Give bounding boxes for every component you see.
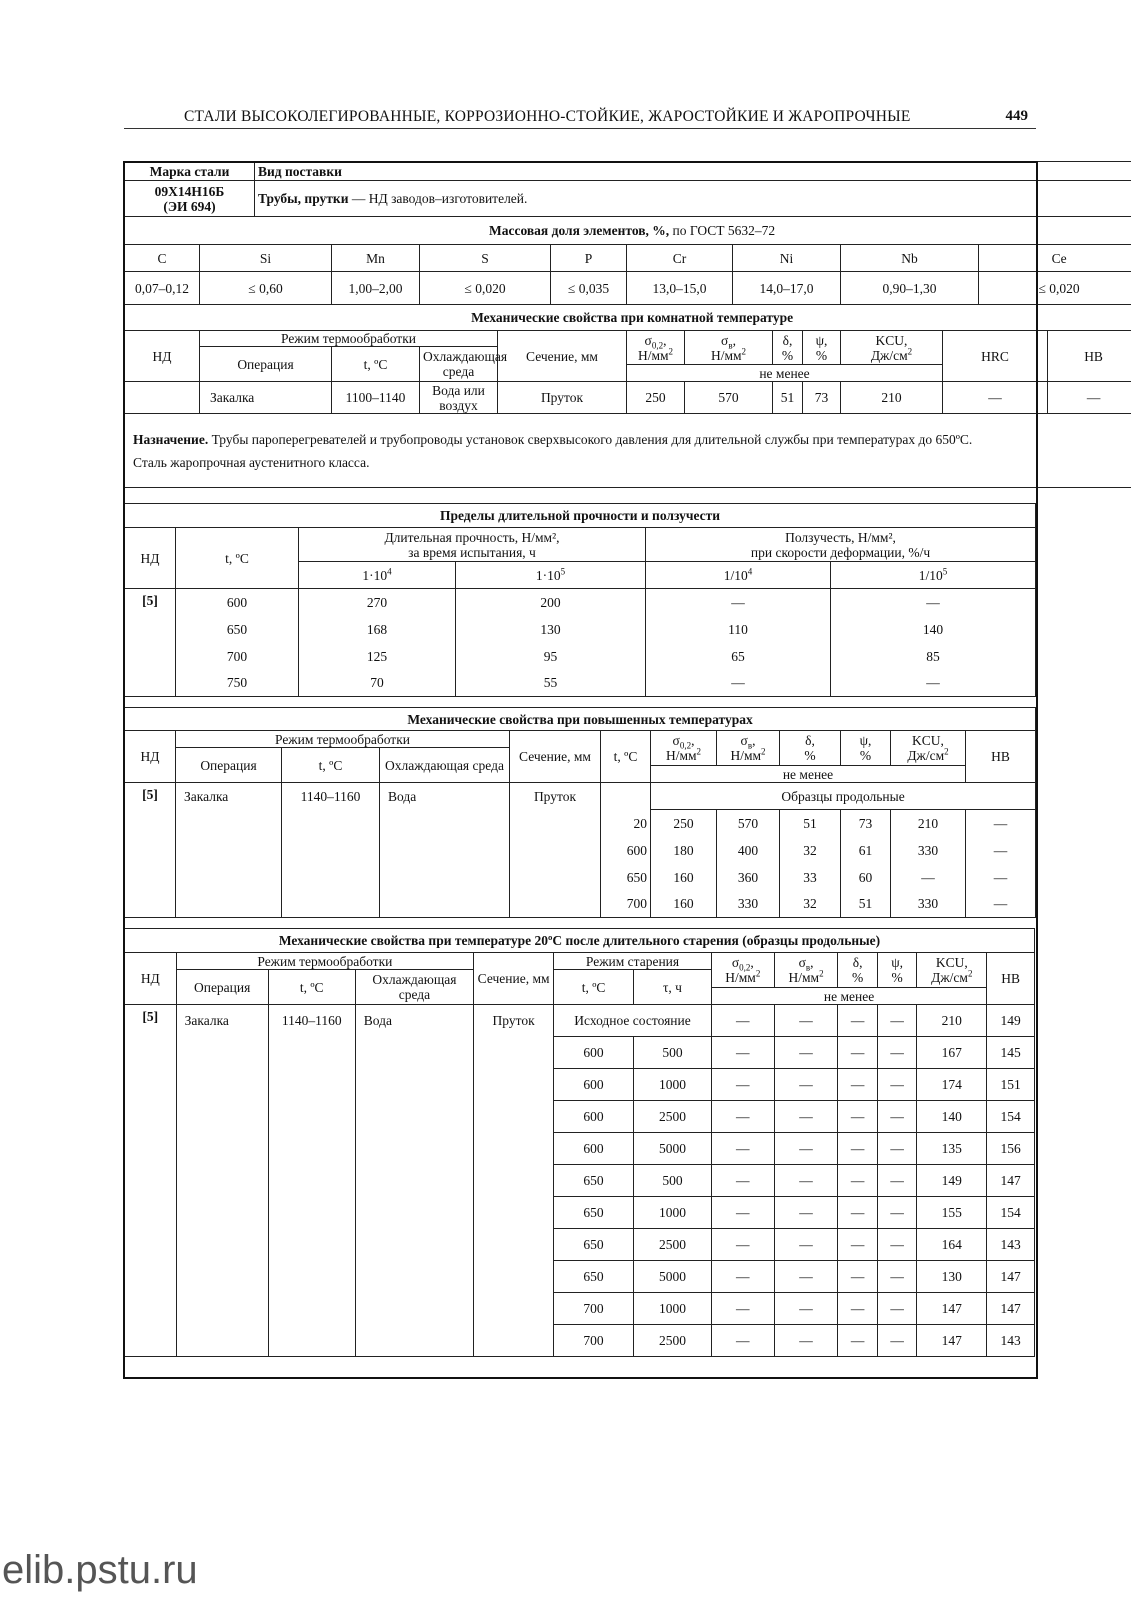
room-kcu: KCU, $Дж/см^2$	[841, 331, 943, 365]
aging-cell: —	[774, 1037, 838, 1069]
aging-cell: 147	[987, 1293, 1035, 1325]
hot-blank	[601, 783, 651, 810]
composition-elements-row	[125, 245, 1131, 272]
aging-cell: —	[838, 1133, 877, 1165]
room-title: Механические свойства при комнатной температуре	[125, 305, 1131, 331]
purpose-class: Сталь жаропрочная аустенитного класса.	[133, 454, 370, 470]
aging-cell: —	[774, 1261, 838, 1293]
aging-cell: —	[838, 1197, 877, 1229]
aging-nd: НД	[125, 953, 177, 1005]
aging-cell: 147	[917, 1293, 987, 1325]
creep-cell: 130	[456, 616, 646, 643]
room-hrc: HRC	[943, 331, 1048, 382]
creep-cell: 200	[456, 589, 646, 616]
creep-title: Пределы длительной прочности и ползучести	[125, 504, 1036, 528]
hot-cell: —	[891, 864, 966, 891]
creep-cell: —	[831, 670, 1036, 697]
aging-cell: 140	[917, 1101, 987, 1133]
aging-nemenee: не менее	[711, 988, 986, 1005]
hot-ref: [5]	[125, 783, 176, 918]
hot-medium: Вода	[380, 783, 510, 918]
hot-t: t, ºС	[282, 748, 380, 783]
hot-cell: 32	[780, 891, 841, 918]
creep-cell: 85	[831, 643, 1036, 670]
hot-cell: 160	[651, 864, 717, 891]
aging-sv: $\sigma_в$, $Н/мм^2$	[774, 953, 838, 988]
aging-cell: —	[711, 1325, 774, 1357]
hot-delta: δ, %	[780, 731, 841, 766]
hot-cell: 330	[891, 837, 966, 864]
aging-cell: —	[774, 1005, 838, 1037]
aging-cell: 145	[987, 1037, 1035, 1069]
room-psi: ψ, %	[803, 331, 841, 365]
aging-t2: t, ºС	[554, 970, 634, 1005]
hot-bar: Пруток	[510, 783, 601, 918]
aging-cell: 2500	[634, 1229, 712, 1261]
creep-cell: 125	[299, 643, 456, 670]
hot-psi: ψ, %	[841, 731, 891, 766]
room-cell: 570	[685, 382, 773, 414]
aging-cell: 1000	[634, 1197, 712, 1229]
aging-ref: [5]	[125, 1005, 177, 1357]
aging-cell: —	[774, 1069, 838, 1101]
hot-title: Механические свойства при повышенных температурах	[125, 708, 1036, 731]
composition-value: 13,0–15,0	[627, 272, 733, 305]
element: C	[125, 245, 200, 272]
aging-cell: 700	[554, 1325, 634, 1357]
room-cell	[125, 382, 200, 414]
room-nemenee: не менее	[627, 365, 943, 382]
room-operation: Операция	[200, 347, 332, 382]
aging-regime: Режим термообработки	[176, 953, 474, 970]
aging-cell: —	[838, 1261, 877, 1293]
aging-cell: —	[838, 1005, 877, 1037]
room-section: Сечение, мм	[498, 331, 627, 382]
room-cell: Закалка	[200, 382, 332, 414]
aging-cell: 151	[987, 1069, 1035, 1101]
hot-nemenee: не менее	[651, 766, 966, 783]
aging-cell: —	[711, 1133, 774, 1165]
grade-label: Марка стали	[125, 162, 255, 181]
aging-cell: —	[774, 1229, 838, 1261]
aging-cell: 650	[554, 1165, 634, 1197]
hot-cell: —	[966, 837, 1036, 864]
aging-cell: 149	[917, 1165, 987, 1197]
running-header-title: СТАЛИ ВЫСОКОЛЕГИРОВАННЫЕ, КОРРОЗИОННО-СТОЙКИЕ, ЖАРОСТОЙКИЕ И ЖАРОПРОЧНЫЕ	[184, 108, 911, 125]
aging-cell: —	[774, 1325, 838, 1357]
aging-cell: —	[877, 1325, 916, 1357]
aging-cell: 156	[987, 1133, 1035, 1165]
room-s02: $\sigma_{0,2}$, $Н/мм^2$	[627, 331, 685, 365]
aging-delta: δ, %	[838, 953, 877, 988]
aging-cell: —	[838, 1325, 877, 1357]
element: Ce	[979, 245, 1131, 272]
creep-cell: 55	[456, 670, 646, 697]
hot-cell: 32	[780, 837, 841, 864]
hot-sv: $\sigma_в$, $Н/мм^2$	[717, 731, 780, 766]
aging-aging-regime: Режим старения	[554, 953, 712, 970]
hot-s02: $\sigma_{0,2}$, $Н/мм^2$	[651, 731, 717, 766]
aging-cell: —	[711, 1261, 774, 1293]
aging-cell: —	[877, 1101, 916, 1133]
aging-cell: —	[711, 1005, 774, 1037]
aging-cell: 600	[554, 1133, 634, 1165]
element: S	[420, 245, 551, 272]
hot-cell: 250	[651, 810, 717, 837]
hot-cell: 330	[717, 891, 780, 918]
aging-cell: 500	[634, 1037, 712, 1069]
hot-cell: —	[966, 810, 1036, 837]
composition-value: ≤ 0,60	[200, 272, 332, 305]
composition-value: 0,90–1,30	[841, 272, 979, 305]
hot-table	[124, 707, 1036, 918]
aging-cell: 2500	[634, 1325, 712, 1357]
aging-cell: —	[774, 1133, 838, 1165]
aging-cell: 154	[987, 1197, 1035, 1229]
aging-cell: 147	[987, 1261, 1035, 1293]
hot-cell: 20	[601, 810, 651, 837]
hot-cell: 51	[841, 891, 891, 918]
aging-cell: 167	[917, 1037, 987, 1069]
aging-cell: 500	[634, 1165, 712, 1197]
element: Cr	[627, 245, 733, 272]
running-header	[124, 106, 1036, 129]
element: P	[551, 245, 627, 272]
hot-cell: 400	[717, 837, 780, 864]
aging-cell: —	[877, 1261, 916, 1293]
aging-cell: —	[877, 1133, 916, 1165]
aging-cell: 147	[987, 1165, 1035, 1197]
aging-s02: $\sigma_{0,2}$, $Н/мм^2$	[711, 953, 774, 988]
creep-cell: 168	[299, 616, 456, 643]
aging-cell: 143	[987, 1325, 1035, 1357]
aging-kcu: KCU, $Дж/см^2$	[917, 953, 987, 988]
aging-cell: —	[711, 1069, 774, 1101]
aging-cell: —	[711, 1197, 774, 1229]
aging-cell: —	[711, 1293, 774, 1325]
creep-cell: —	[831, 589, 1036, 616]
element: Si	[200, 245, 332, 272]
element: Nb	[841, 245, 979, 272]
room-cell: 1100–1140	[332, 382, 420, 414]
room-hb: HB	[1048, 331, 1131, 382]
room-cool: Охлаждающая среда	[420, 347, 498, 382]
creep-c1: $1/10^4$	[646, 562, 831, 589]
creep-nd: НД	[125, 528, 176, 589]
aging-cell: —	[877, 1005, 916, 1037]
hot-tt: t, ºС	[601, 731, 651, 783]
hot-op: Закалка	[176, 783, 282, 918]
aging-cell: 1000	[634, 1293, 712, 1325]
hot-cell: 210	[891, 810, 966, 837]
aging-cell: 154	[987, 1101, 1035, 1133]
hot-hb: HB	[966, 731, 1036, 783]
aging-cell: —	[711, 1037, 774, 1069]
room-cell: —	[943, 382, 1048, 414]
aging-cell: —	[838, 1165, 877, 1197]
aging-cell: —	[838, 1101, 877, 1133]
aging-cell: 650	[554, 1261, 634, 1293]
creep-cell: 70	[299, 670, 456, 697]
creep-t: t, ºС	[176, 528, 299, 589]
purpose: Назначение. Трубы пароперегревателей и трубопроводы установок сверхвысокого давления для длительной службы при температурах до 650ºС. Сталь жаропрочная аустенитного класса.	[125, 414, 1131, 488]
hot-cell: —	[966, 891, 1036, 918]
aging-cell: 2500	[634, 1101, 712, 1133]
aging-cell: —	[877, 1229, 916, 1261]
composition-value: ≤ 0,020	[979, 272, 1131, 305]
aging-cell: —	[877, 1037, 916, 1069]
hot-cell: 60	[841, 864, 891, 891]
aging-t: t, ºС	[268, 970, 355, 1005]
aging-cell: 600	[554, 1101, 634, 1133]
aging-cell: 650	[554, 1229, 634, 1261]
aging-table	[124, 928, 1035, 1357]
aging-cell: —	[711, 1101, 774, 1133]
supply-label: Вид поставки	[255, 162, 1131, 181]
creep-cell: 270	[299, 589, 456, 616]
aging-cell: —	[838, 1037, 877, 1069]
creep-creep-head: Ползучесть, Н/мм², при скорости деформации, %/ч	[646, 528, 1036, 562]
hot-nd: НД	[125, 731, 176, 783]
hot-cell: 330	[891, 891, 966, 918]
room-nd: НД	[125, 331, 200, 382]
aging-cell: —	[774, 1197, 838, 1229]
creep-h1: $1\cdot 10^4$	[299, 562, 456, 589]
hot-samples: Образцы продольные	[651, 783, 1036, 810]
creep-cell: 600	[176, 589, 299, 616]
aging-cell: —	[877, 1197, 916, 1229]
hot-cell: 600	[601, 837, 651, 864]
aging-cell: 1000	[634, 1069, 712, 1101]
aging-cell: —	[877, 1165, 916, 1197]
hot-operation: Операция	[176, 748, 282, 783]
aging-cell: 650	[554, 1197, 634, 1229]
aging-cell: 149	[987, 1005, 1035, 1037]
hot-cell: 61	[841, 837, 891, 864]
hot-cell: 160	[651, 891, 717, 918]
aging-operation: Операция	[176, 970, 268, 1005]
creep-cell: —	[646, 670, 831, 697]
aging-cell: —	[877, 1293, 916, 1325]
creep-c2: $1/10^5$	[831, 562, 1036, 589]
room-sv: $\sigma_в$, $Н/мм^2$	[685, 331, 773, 365]
room-delta: δ, %	[773, 331, 803, 365]
grade-table	[124, 161, 1131, 488]
aging-cell: —	[774, 1293, 838, 1325]
hot-cell: 33	[780, 864, 841, 891]
aging-initial: Исходное состояние	[554, 1005, 712, 1037]
aging-cell: —	[877, 1069, 916, 1101]
element: Mn	[332, 245, 420, 272]
composition-value: 14,0–17,0	[733, 272, 841, 305]
aging-tau: τ, ч	[634, 970, 712, 1005]
room-cell: 210	[841, 382, 943, 414]
aging-cell: 135	[917, 1133, 987, 1165]
aging-cell: 600	[554, 1037, 634, 1069]
element: Ni	[733, 245, 841, 272]
composition-value: ≤ 0,035	[551, 272, 627, 305]
composition-value: 1,00–2,00	[332, 272, 420, 305]
aging-hb: HB	[987, 953, 1035, 1005]
aging-cell: —	[838, 1229, 877, 1261]
hot-section: Сечение, мм	[510, 731, 601, 783]
room-cell: 51	[773, 382, 803, 414]
aging-cell: —	[711, 1165, 774, 1197]
aging-cell: —	[838, 1069, 877, 1101]
aging-cell: 147	[917, 1325, 987, 1357]
page-number: 449	[1005, 108, 1028, 124]
aging-cell: —	[838, 1293, 877, 1325]
creep-cell: 700	[176, 643, 299, 670]
hot-regime: Режим термообработки	[176, 731, 510, 748]
room-data-row	[125, 382, 1131, 414]
composition-values-row	[125, 272, 1131, 305]
aging-cell: 130	[917, 1261, 987, 1293]
creep-cell: 140	[831, 616, 1036, 643]
room-cell: 250	[627, 382, 685, 414]
room-cell: Вода или воздух	[420, 382, 498, 414]
hot-cell: 73	[841, 810, 891, 837]
aging-cell: 5000	[634, 1261, 712, 1293]
creep-table	[124, 503, 1036, 697]
aging-cell: 155	[917, 1197, 987, 1229]
hot-cool: Охлаждающая среда	[380, 748, 510, 783]
supply-text: Трубы, прутки — НД заводов–изготовителей.	[255, 181, 1131, 217]
room-cell: 73	[803, 382, 841, 414]
creep-cell: 650	[176, 616, 299, 643]
aging-cell: —	[774, 1165, 838, 1197]
creep-cell: —	[646, 589, 831, 616]
watermark: elib.pstu.ru	[2, 1548, 198, 1592]
aging-cell: 5000	[634, 1133, 712, 1165]
room-regime: Режим термообработки	[200, 331, 498, 347]
creep-cell: 65	[646, 643, 831, 670]
hot-cell: 650	[601, 864, 651, 891]
room-cell: Пруток	[498, 382, 627, 414]
room-cell: —	[1048, 382, 1131, 414]
aging-cell: 174	[917, 1069, 987, 1101]
hot-cell: —	[966, 864, 1036, 891]
aging-op: Закалка	[176, 1005, 268, 1357]
aging-cell: 600	[554, 1069, 634, 1101]
room-t: t, ºС	[332, 347, 420, 382]
aging-cell: 700	[554, 1293, 634, 1325]
aging-psi: ψ, %	[877, 953, 916, 988]
creep-ref: [5]	[125, 589, 176, 697]
aging-cell: 210	[917, 1005, 987, 1037]
aging-cell: 164	[917, 1229, 987, 1261]
aging-bar: Пруток	[474, 1005, 554, 1357]
aging-cell: —	[711, 1229, 774, 1261]
aging-medium: Вода	[355, 1005, 473, 1357]
hot-cell: 180	[651, 837, 717, 864]
hot-cell: 360	[717, 864, 780, 891]
composition-value: ≤ 0,020	[420, 272, 551, 305]
creep-cell: 750	[176, 670, 299, 697]
aging-cool: Охлаждающая среда	[355, 970, 473, 1005]
aging-cell: 143	[987, 1229, 1035, 1261]
creep-strength-head: Длительная прочность, Н/мм², за время испытания, ч	[299, 528, 646, 562]
aging-title: Механические свойства при температуре 20ºС после длительного старения (образцы продольные)	[125, 929, 1035, 953]
aging-cell: —	[774, 1101, 838, 1133]
grade-name: 09Х14Н16Б (ЭИ 694)	[125, 181, 255, 217]
aging-section: Сечение, мм	[474, 953, 554, 1005]
aging-trange: 1140–1160	[268, 1005, 355, 1357]
creep-cell: 95	[456, 643, 646, 670]
creep-h2: $1\cdot 10^5$	[456, 562, 646, 589]
hot-kcu: KCU, $Дж/см^2$	[891, 731, 966, 766]
creep-cell: 110	[646, 616, 831, 643]
hot-cell: 700	[601, 891, 651, 918]
hot-trange: 1140–1160	[282, 783, 380, 918]
composition-title: Массовая доля элементов, %, по ГОСТ 5632–72	[125, 217, 1131, 245]
hot-cell: 51	[780, 810, 841, 837]
composition-value: 0,07–0,12	[125, 272, 200, 305]
hot-cell: 570	[717, 810, 780, 837]
